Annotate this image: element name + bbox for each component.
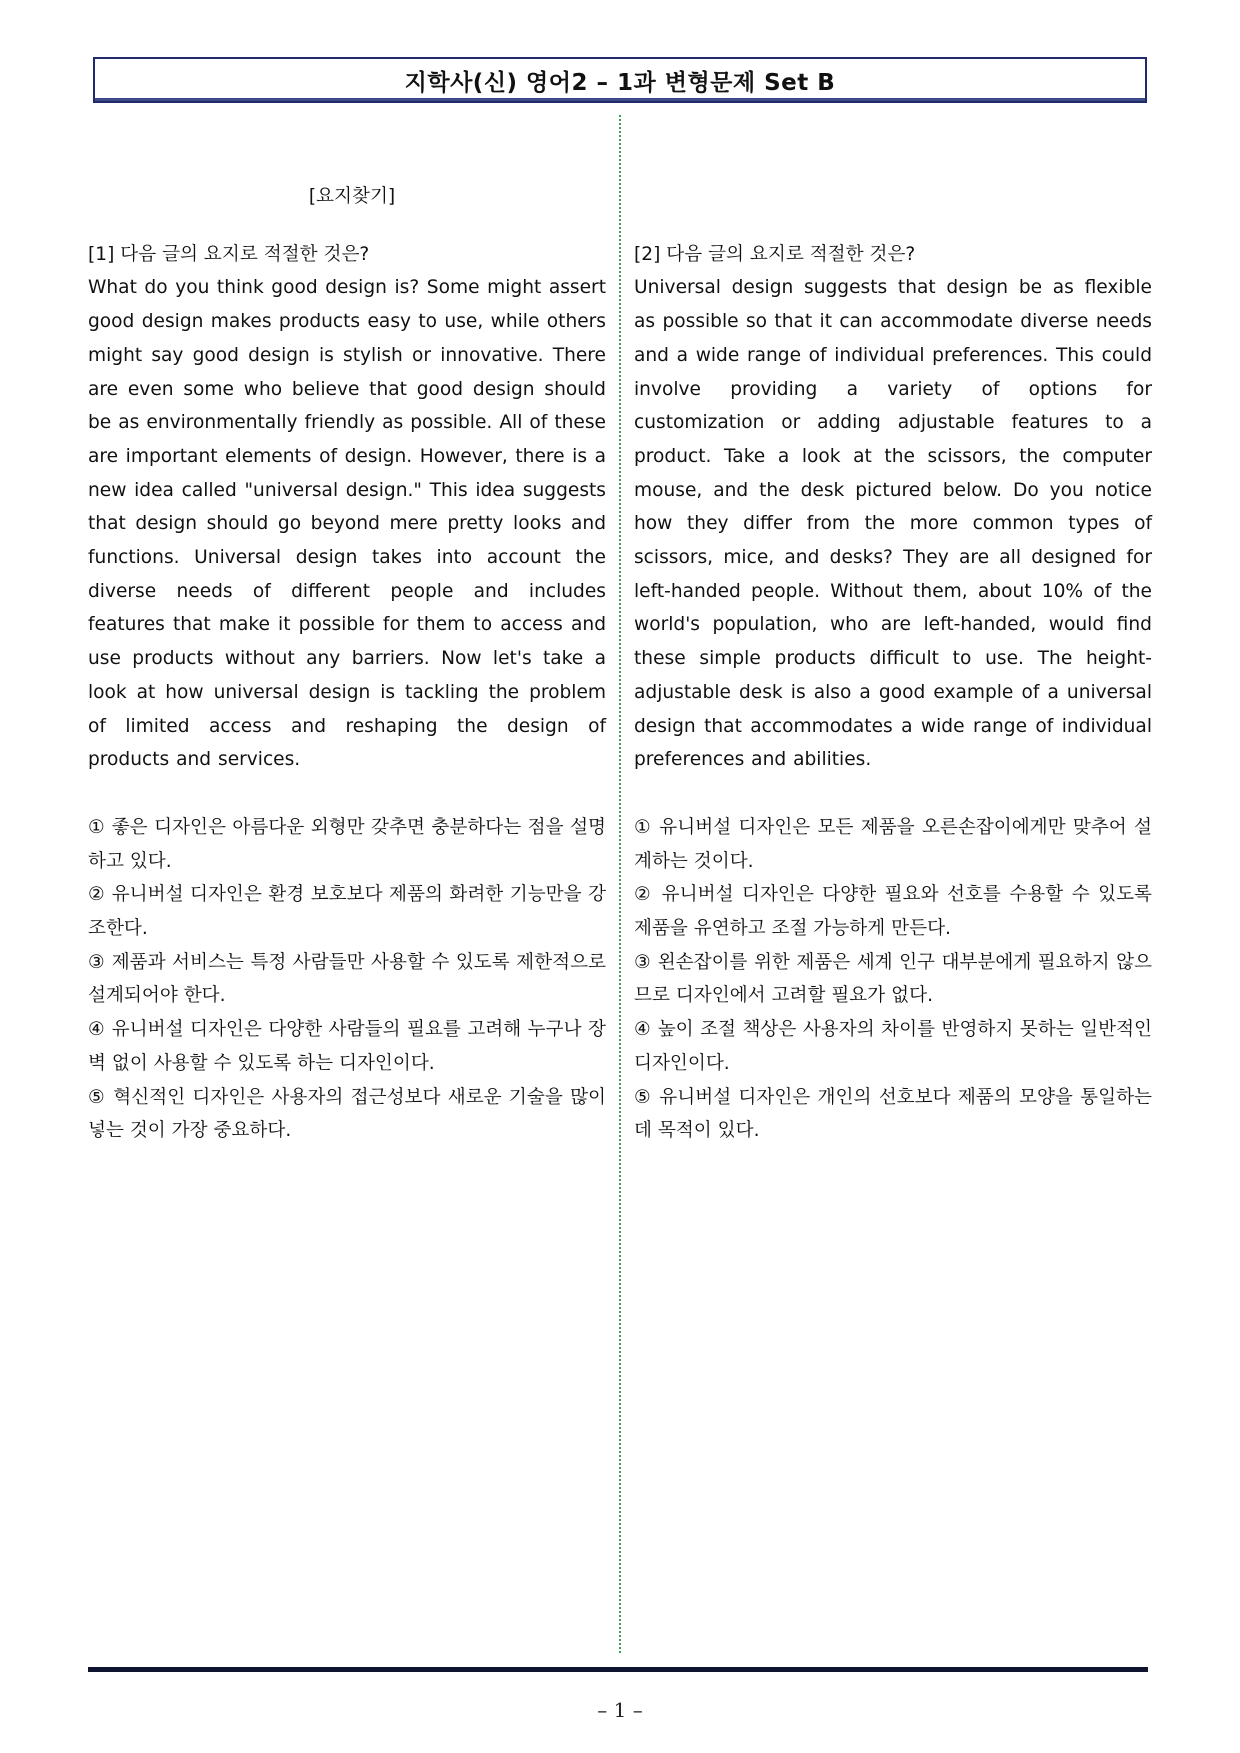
section-title: [요지찾기] (308, 186, 396, 207)
question-2-passage: Universal design suggests that design be as flexible as possible so that it can accommodate diverse needs and a wide range of individual preferences. This could involve providing a variety of options for customization or adding adjustable features to a product. Take a look at the scissors, the computer mouse, and the desk pictured below. Do you notice how they differ from the more common types of scissors, mice, and desks? They are all designed for left-handed people. Without them, about 10% of the world's population, who are left-handed, would find these simple products difficult to use. The height-adjustable desk is also a good example of a universal design that accommodates a wide range of individual preferences and abilities. (634, 277, 1152, 771)
left-column (88, 160, 606, 1148)
page-header (93, 57, 1147, 103)
question-2-choices (634, 811, 1152, 1148)
spacer (634, 777, 1152, 811)
choice-1: ① 유니버설 디자인은 모든 제품을 오른손잡이에게만 맞추어 설계하는 것이다. (634, 816, 1152, 872)
page-title: 지학사(신) 영어2 – 1과 변형문제 Set B (404, 69, 836, 96)
footer-rule (88, 1667, 1148, 1672)
question-2-label: [2] 다음 글의 요지로 적절한 것은? (634, 243, 916, 265)
choice-2: ② 유니버설 디자인은 다양한 필요와 선호를 수용할 수 있도록 제품을 유연하고 조절 가능하게 만든다. (634, 884, 1152, 940)
choice-1: ① 좋은 디자인은 아름다운 외형만 갖추면 충분하다는 점을 설명하고 있다. (88, 816, 606, 872)
question-1-label: [1] 다음 글의 요지로 적절한 것은? (88, 243, 370, 265)
choice-4: ④ 높이 조절 책상은 사용자의 차이를 반영하지 못하는 일반적인 디자인이다. (634, 1019, 1152, 1074)
page-number: – 1 – (597, 1698, 643, 1722)
choice-4: ④ 유니버설 디자인은 다양한 사람들의 필요를 고려해 누구나 장벽 없이 사용할 수 있도록 하는 디자인이다. (88, 1019, 606, 1074)
right-column (634, 160, 1152, 1148)
choice-2: ② 유니버설 디자인은 환경 보호보다 제품의 화려한 기능만을 강조한다. (88, 884, 606, 940)
question-1-passage: What do you think good design is? Some might assert good design makes products easy to use, while others might say good design is stylish or innovative. There are even some who believe that good design should be as environmentally friendly as possible. All of these are important elements of design. However, there is a new idea called "universal design." This idea suggests that design should go beyond mere pretty looks and functions. Universal design takes into account the diverse needs of different people and includes features that make it possible for them to access and use products without any barriers. Now let's take a look at how universal design is tackling the problem of limited access and reshaping the design of products and services. (88, 277, 606, 771)
question-1-choices (88, 811, 606, 1148)
choice-5: ⑤ 유니버설 디자인은 개인의 선호보다 제품의 모양을 통일하는 데 목적이 있다. (634, 1086, 1152, 1142)
choice-3: ③ 제품과 서비스는 특정 사람들만 사용할 수 있도록 제한적으로 설계되어야 한다. (88, 951, 606, 1007)
choice-3: ③ 왼손잡이를 위한 제품은 세계 인구 대부분에게 필요하지 않으므로 디자인에서 고려할 필요가 없다. (634, 951, 1152, 1007)
column-divider (619, 115, 621, 1653)
choice-5: ⑤ 혁신적인 디자인은 사용자의 접근성보다 새로운 기술을 많이 넣는 것이 가장 중요하다. (88, 1086, 606, 1142)
spacer (88, 777, 606, 811)
